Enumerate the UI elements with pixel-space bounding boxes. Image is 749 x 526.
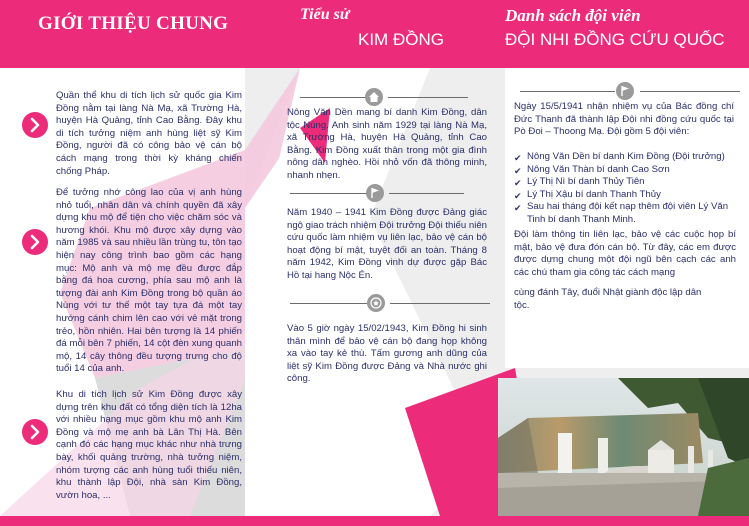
memorial-photo xyxy=(498,378,749,516)
list-item xyxy=(514,201,746,226)
bio-paragraph-1: Nông Văn Dền mang bí danh Kim Đồng, dân tộc Nùng. Anh sinh năm 1929 tại làng Nà Mạ, xã Trường Hà, huyện Hà Quảng, tỉnh Cao Bằng. Kim Đồng xuất thân trong một gia đình nông dân nghèo. Hồi nhỏ vốn đã thông minh, nhanh nhẹn. xyxy=(287,107,487,181)
intro-paragraph-2: Để tưởng nhớ công lao của vị anh hùng nhỏ tuổi, nhân dân và chính quyền đã xây dựng khu mộ để tiện cho việc chăm sóc và hương khói. Khu mộ được xây dựng vào năm 1985 và sau nhiều lần trùng tu, tôn tạo hiện nay công trình bao gồm các hạng mục: Mộ anh và mộ mẹ đều được đắp bằng đá hoa cương, phía sau mộ anh là tượng đài anh Kim Đồng trong bộ quần áo Nùng với tư thế một tay tựa đá một tay hướng cánh chim lên cao với vẻ mặt trong trẻo, hồn nhiên. Hai bên tượng là 14 phiến đá mỗi bên 7 phiến, 14 cột đèn xung quanh mộ, 14 cây thông đều tượng trưng cho độ tuổi 14 của anh. xyxy=(56,187,242,375)
members-outro-2: cùng đánh Tây, đuổi Nhật giành độc lập dân tộc. xyxy=(514,287,702,311)
divider xyxy=(388,97,468,98)
bottom-band xyxy=(0,516,749,526)
chevron-right-icon xyxy=(22,112,48,138)
intro-paragraph-1: Quần thể khu di tích lịch sử quốc gia Kim Đồng nằm tại làng Nà Mạ, xã Trường Hà, huyện Hà Quảng, tỉnh Cao Bằng. Đây khu di tích tưởng niệm anh hùng liệt sỹ Kim Đồng, người đã có công bảo vệ cán bộ cách mạng trong thời kỳ kháng chiến chống Pháp. xyxy=(56,90,242,177)
list-item xyxy=(514,164,746,177)
house-icon xyxy=(365,88,383,106)
members-intro: Ngày 15/5/1941 nhận nhiệm vụ của Bác đồng chí Đức Thanh đã thành lập Đội nhi đồng cứu quốc tại Pò Đoi – Thoong Mạ. Đội gồm 5 đội viên: xyxy=(514,101,734,138)
member-text: Lý Thị Nì bí danh Thủy Tiên xyxy=(527,176,645,188)
member-text: Sau hai tháng đội kết nạp thêm đội viên Lý Văn Tinh bí danh Thanh Minh. xyxy=(527,201,729,225)
divider xyxy=(290,303,370,304)
list-item xyxy=(514,151,746,164)
divider xyxy=(390,303,490,304)
pin-icon xyxy=(616,82,634,100)
list-subtitle: ĐỘI NHI ĐỒNG CỨU QUỐC xyxy=(505,30,725,49)
divider xyxy=(290,193,370,194)
bio-name: KIM ĐỒNG xyxy=(358,30,444,49)
divider xyxy=(300,97,370,98)
member-text: Nông Văn Thàn bí danh Cao Sơn xyxy=(527,163,670,175)
intro-paragraph-3: Khu di tích lịch sử Kim Đồng được xây dựng trên khu đất có tổng diện tích là 12ha với nhiều hạng mục gồm khu mộ anh Kim Đồng và mộ mẹ anh bà Lân Thị Hà. Bên cạnh đó các hạng mục khác như nhà trưng bày, khối quảng trường, nhà tưởng niệm, nhóm tượng các anh hùng tuổi thiếu niên, khu thành lập Đội, nhà sàn Kim Đồng, vườn hoa, ... xyxy=(56,389,242,501)
chevron-right-icon xyxy=(22,419,48,445)
divider xyxy=(640,91,740,92)
check-icon: ✔ xyxy=(514,153,522,163)
list-item xyxy=(514,176,746,189)
bio-paragraph-2: Năm 1940 – 1941 Kim Đồng được Đảng giác ngộ giao trách nhiệm Đội trưởng Đội thiếu niên cứu quốc làm nhiệm vụ liên lạc, bảo vệ cán bộ hoạt động bí mật, tuyệt đối an toàn. Tháng 8 năm 1942, Kim Đồng vinh dự được gặp Bác Hồ tại hang Nộc Én. xyxy=(287,207,487,281)
check-icon: ✔ xyxy=(514,190,522,201)
check-icon: ✔ xyxy=(514,178,522,189)
star-badge-icon xyxy=(367,294,385,312)
list-item xyxy=(514,189,746,202)
check-icon: ✔ xyxy=(514,203,522,214)
divider xyxy=(520,91,615,92)
member-text: Nông Văn Dền bí danh Kim Đồng (Đội trưởng) xyxy=(527,151,725,162)
chevron-right-icon xyxy=(22,229,48,255)
divider xyxy=(389,193,464,194)
check-icon: ✔ xyxy=(514,165,522,176)
intro-title: GIỚI THIỆU CHUNG xyxy=(38,13,229,34)
bio-paragraph-3: Vào 5 giờ ngày 15/02/1943, Kim Đồng hi sinh thân mình để bảo vệ cán bộ đang họp không xa vào tay kẻ thù. Tấm gương anh dũng của liệt sỹ Kim Đồng được Đảng và Nhà nước ghi công. xyxy=(287,323,487,385)
members-list xyxy=(514,151,746,227)
members-outro-1: Đội làm thông tin liên lạc, bảo vệ các cuộc họp bí mật, bảo vệ đưa đón cán bộ. Từ đây, các em được được dựng chung một đội ngũ bên cạch các anh các chú tham gia công tác cách mạng xyxy=(514,229,736,278)
member-text: Lý Thị Xậu bí danh Thanh Thủy xyxy=(527,188,661,200)
list-title: Danh sách đội viên xyxy=(505,6,641,25)
header-band xyxy=(0,0,749,68)
flag-icon xyxy=(366,184,384,202)
bio-title: Tiểu sử xyxy=(300,6,350,23)
